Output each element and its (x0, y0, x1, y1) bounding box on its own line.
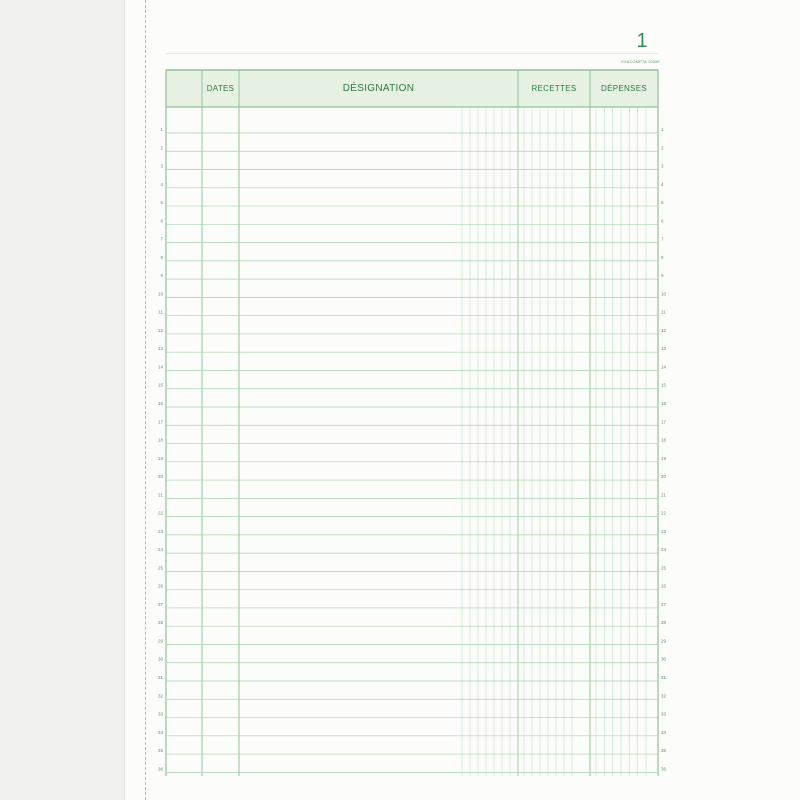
column-header-recettes: RECETTES (531, 84, 577, 93)
row-number-left: 10 (157, 291, 163, 297)
row-number-left: 8 (160, 254, 163, 260)
row-number-left: 26 (157, 583, 163, 589)
row-number-left: 9 (160, 273, 163, 279)
row-number-right: 20 (661, 474, 667, 480)
row-number-right: 34 (661, 729, 667, 735)
row-number-right: 16 (661, 401, 667, 407)
row-number-left: 23 (157, 528, 163, 534)
page-number: 1 (636, 30, 648, 52)
column-header-depenses: DÉPENSES (601, 84, 647, 93)
row-number-left: 7 (160, 236, 163, 242)
row-number-right: 14 (661, 364, 667, 370)
column-header-designation: DÉSIGNATION (342, 83, 415, 94)
row-number-left: 4 (160, 181, 163, 187)
row-number-right: 29 (661, 638, 667, 644)
row-number-left: 34 (157, 729, 163, 735)
row-number-right: 10 (661, 291, 667, 297)
row-number-left: 22 (157, 510, 163, 516)
row-number-right: 27 (661, 601, 667, 607)
row-number-right: 23 (661, 528, 667, 534)
row-number-right: 25 (661, 565, 667, 571)
row-number-right: 4 (661, 181, 664, 187)
row-number-right: 11 (661, 309, 666, 315)
row-number-left: 18 (157, 437, 163, 443)
row-number-left: 21 (157, 492, 163, 498)
row-number-right: 9 (661, 273, 664, 279)
row-number-right: 36 (661, 766, 667, 772)
row-number-right: 35 (661, 748, 667, 754)
row-number-right: 24 (661, 547, 667, 553)
reference-code: EXACOMPTA 1060E (621, 59, 660, 64)
row-number-left: 20 (157, 474, 163, 480)
row-number-right: 5 (661, 200, 664, 206)
row-number-left: 19 (157, 455, 163, 461)
row-number-left: 35 (157, 748, 163, 754)
row-number-left: 13 (157, 346, 163, 352)
row-number-right: 8 (661, 254, 664, 260)
column-header-dates: DATES (206, 84, 235, 93)
row-number-right: 28 (661, 620, 667, 626)
row-number-left: 30 (157, 656, 163, 662)
row-number-left: 14 (157, 364, 163, 370)
row-number-left: 12 (157, 327, 163, 333)
row-number-left: 5 (160, 200, 163, 206)
row-number-right: 19 (661, 455, 667, 461)
row-number-left: 25 (157, 565, 163, 571)
row-number-left: 36 (157, 766, 163, 772)
row-number-left: 3 (160, 163, 163, 169)
row-number-right: 7 (661, 236, 664, 242)
row-number-left: 28 (157, 620, 163, 626)
row-number-right: 17 (661, 419, 667, 425)
row-number-right: 26 (661, 583, 667, 589)
row-number-right: 18 (661, 437, 667, 443)
row-number-left: 31 (157, 675, 163, 681)
row-number-right: 3 (661, 163, 664, 169)
row-number-right: 21 (661, 492, 667, 498)
row-number-right: 13 (661, 346, 667, 352)
row-number-right: 33 (661, 711, 667, 717)
row-number-left: 27 (157, 601, 163, 607)
row-number-left: 16 (157, 401, 163, 407)
row-number-right: 6 (661, 218, 664, 224)
row-number-left: 2 (160, 145, 163, 151)
row-number-left: 15 (157, 382, 163, 388)
row-number-right: 15 (661, 382, 667, 388)
row-number-left: 11 (158, 309, 163, 315)
row-number-left: 29 (157, 638, 163, 644)
row-number-right: 22 (661, 510, 667, 516)
row-number-left: 33 (157, 711, 163, 717)
row-number-right: 2 (661, 145, 664, 151)
row-number-right: 1 (661, 127, 664, 132)
row-number-left: 24 (157, 547, 163, 553)
row-number-left: 1 (160, 127, 163, 132)
row-number-left: 32 (157, 693, 163, 699)
row-number-left: 6 (160, 218, 163, 224)
row-number-left: 17 (157, 419, 163, 425)
row-number-right: 12 (661, 327, 667, 333)
row-number-right: 31 (661, 675, 667, 681)
row-number-right: 30 (661, 656, 667, 662)
row-number-right: 32 (661, 693, 667, 699)
